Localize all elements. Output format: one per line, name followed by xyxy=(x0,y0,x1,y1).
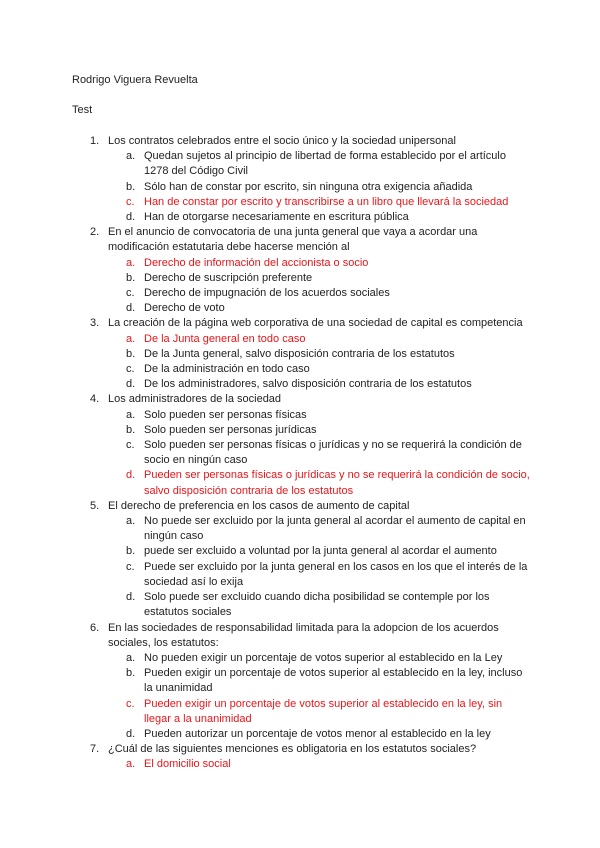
question-number: 5. xyxy=(90,499,100,512)
question-text: En el anuncio de convocatoria de una junta general que vaya a acordar una modificación estatutaria debe hacerse mención al xyxy=(108,226,478,254)
answer-letter: d. xyxy=(126,378,136,391)
question-number: 1. xyxy=(90,135,100,147)
answer-letter: b. xyxy=(126,347,136,360)
answer-text: No pueden exigir un porcentaje de votos superior al establecido en la Ley xyxy=(144,651,503,664)
answer-item xyxy=(108,651,532,666)
answer-list xyxy=(108,514,532,620)
answer-letter: a. xyxy=(126,150,136,163)
answer-text: Solo pueden ser personas físicas xyxy=(144,408,307,421)
answer-letter: c. xyxy=(126,439,135,452)
answer-letter: b. xyxy=(126,180,136,193)
question-text: En las sociedades de responsabilidad limitada para la adopcion de los acuerdos sociales, los estatutos: xyxy=(108,621,499,649)
question-number: 6. xyxy=(90,621,100,634)
answer-letter: b. xyxy=(126,545,136,558)
answer-item xyxy=(108,301,532,316)
answer-item xyxy=(108,347,532,362)
answer-letter: b. xyxy=(126,423,136,436)
document-title: Test xyxy=(72,104,93,116)
answer-letter: a. xyxy=(126,758,136,771)
author-name: Rodrigo Viguera Revuelta xyxy=(72,74,198,86)
answer-letter: a. xyxy=(126,332,136,345)
answer-item-correct xyxy=(108,332,532,347)
question-text: Los contratos celebrados entre el socio único y la sociedad unipersonal xyxy=(108,135,456,147)
question-6 xyxy=(72,621,532,743)
answer-letter: d. xyxy=(126,211,136,224)
answer-text: De la administración en todo caso xyxy=(144,363,310,376)
answer-text: Sólo han de constar por escrito, sin ninguna otra exigencia añadida xyxy=(144,180,473,193)
question-5 xyxy=(72,499,532,621)
question-text: ¿Cuál de las siguientes menciones es obligatoria en los estatutos sociales? xyxy=(108,743,477,756)
answer-item xyxy=(108,590,532,620)
answer-text: Pueden exigir un porcentaje de votos superior al establecido en la ley, sin llegar a la unanimidad xyxy=(144,697,503,725)
answer-list xyxy=(108,408,532,499)
answer-text: Derecho de voto xyxy=(144,302,225,315)
question-4 xyxy=(72,392,532,498)
answer-item xyxy=(108,271,532,286)
answer-letter: a. xyxy=(126,515,136,528)
answer-list xyxy=(108,256,532,317)
question-3 xyxy=(72,316,532,392)
answer-list xyxy=(108,149,532,225)
answer-letter: c. xyxy=(126,287,135,300)
answer-item-correct xyxy=(108,468,532,498)
answer-text: No puede ser excluido por la junta general al acordar el aumento de capital en ningún caso xyxy=(144,515,526,543)
answer-letter: c. xyxy=(126,560,135,573)
question-list xyxy=(72,134,532,773)
answer-text: puede ser excluido a voluntad por la junta general al acordar el aumento xyxy=(144,545,497,558)
answer-text: Han de otorgarse necesariamente en escritura pública xyxy=(144,211,409,224)
answer-item-correct xyxy=(108,757,532,772)
answer-item xyxy=(108,727,532,742)
question-text: Los administradores de la sociedad xyxy=(108,393,282,406)
answer-item xyxy=(108,377,532,392)
answer-item xyxy=(108,210,532,225)
answer-letter: c. xyxy=(126,195,135,208)
answer-item xyxy=(108,180,532,195)
answer-list xyxy=(108,651,532,742)
answer-letter: d. xyxy=(126,591,136,604)
answer-letter: b. xyxy=(126,271,136,284)
answer-letter: a. xyxy=(126,256,136,269)
answer-item xyxy=(108,666,532,696)
answer-item xyxy=(108,514,532,544)
answer-item xyxy=(108,544,532,559)
answer-text: Puede ser excluido por la junta general en los casos en los que el interés de la sociedad así lo exija xyxy=(144,560,528,588)
question-1 xyxy=(72,134,532,225)
answer-item xyxy=(108,362,532,377)
answer-item xyxy=(108,408,532,423)
answer-letter: a. xyxy=(126,651,136,664)
answer-letter: d. xyxy=(126,302,136,315)
answer-item-correct xyxy=(108,697,532,727)
answer-text: De los administradores, salvo disposición contraria de los estatutos xyxy=(144,378,472,391)
answer-item xyxy=(108,286,532,301)
answer-text: El domicilio social xyxy=(144,758,231,771)
question-2 xyxy=(72,225,532,316)
answer-text: De la Junta general, salvo disposición contraria de los estatutos xyxy=(144,347,455,360)
answer-item xyxy=(108,149,532,179)
answer-text: Quedan sujetos al principio de libertad de forma establecido por el artículo 1278 del Código Civil xyxy=(144,150,506,178)
answer-list xyxy=(108,332,532,393)
answer-letter: b. xyxy=(126,667,136,680)
answer-text: Derecho de suscripción preferente xyxy=(144,271,313,284)
answer-text: Derecho de información del accionista o socio xyxy=(144,256,369,269)
question-text: El derecho de preferencia en los casos de aumento de capital xyxy=(108,499,410,512)
answer-text: Solo puede ser excluido cuando dicha posibilidad se contemple por los estatutos sociales xyxy=(144,591,490,619)
answer-text: Solo pueden ser personas físicas o jurídicas y no se requerirá la condición de socio en ningún caso xyxy=(144,439,522,467)
answer-letter: d. xyxy=(126,469,136,482)
answer-item xyxy=(108,438,532,468)
question-7 xyxy=(72,742,532,772)
answer-item xyxy=(108,423,532,438)
answer-text: Solo pueden ser personas jurídicas xyxy=(144,423,317,436)
answer-letter: d. xyxy=(126,727,136,740)
answer-item xyxy=(108,560,532,590)
answer-list xyxy=(108,757,532,772)
answer-text: Pueden ser personas físicas o jurídicas y no se requerirá la condición de socio, salvo disposición contraria de los estatutos xyxy=(144,469,530,497)
question-number: 4. xyxy=(90,393,100,406)
question-number: 2. xyxy=(90,226,100,239)
answer-letter: a. xyxy=(126,408,136,421)
answer-item-correct xyxy=(108,195,532,210)
answer-text: Pueden exigir un porcentaje de votos superior al establecido en la ley, incluso la unanimidad xyxy=(144,667,523,695)
question-number: 3. xyxy=(90,317,100,330)
answer-letter: c. xyxy=(126,697,135,710)
answer-letter: c. xyxy=(126,363,135,376)
question-text: La creación de la página web corporativa de una sociedad de capital es competencia xyxy=(108,317,523,330)
answer-text: De la Junta general en todo caso xyxy=(144,332,306,345)
answer-item-correct xyxy=(108,256,532,271)
answer-text: Pueden autorizar un porcentaje de votos menor al establecido en la ley xyxy=(144,727,491,740)
question-number: 7. xyxy=(90,743,100,756)
answer-text: Derecho de impugnación de los acuerdos sociales xyxy=(144,287,390,300)
answer-text: Han de constar por escrito y transcribirse a un libro que llevará la sociedad xyxy=(144,195,509,208)
